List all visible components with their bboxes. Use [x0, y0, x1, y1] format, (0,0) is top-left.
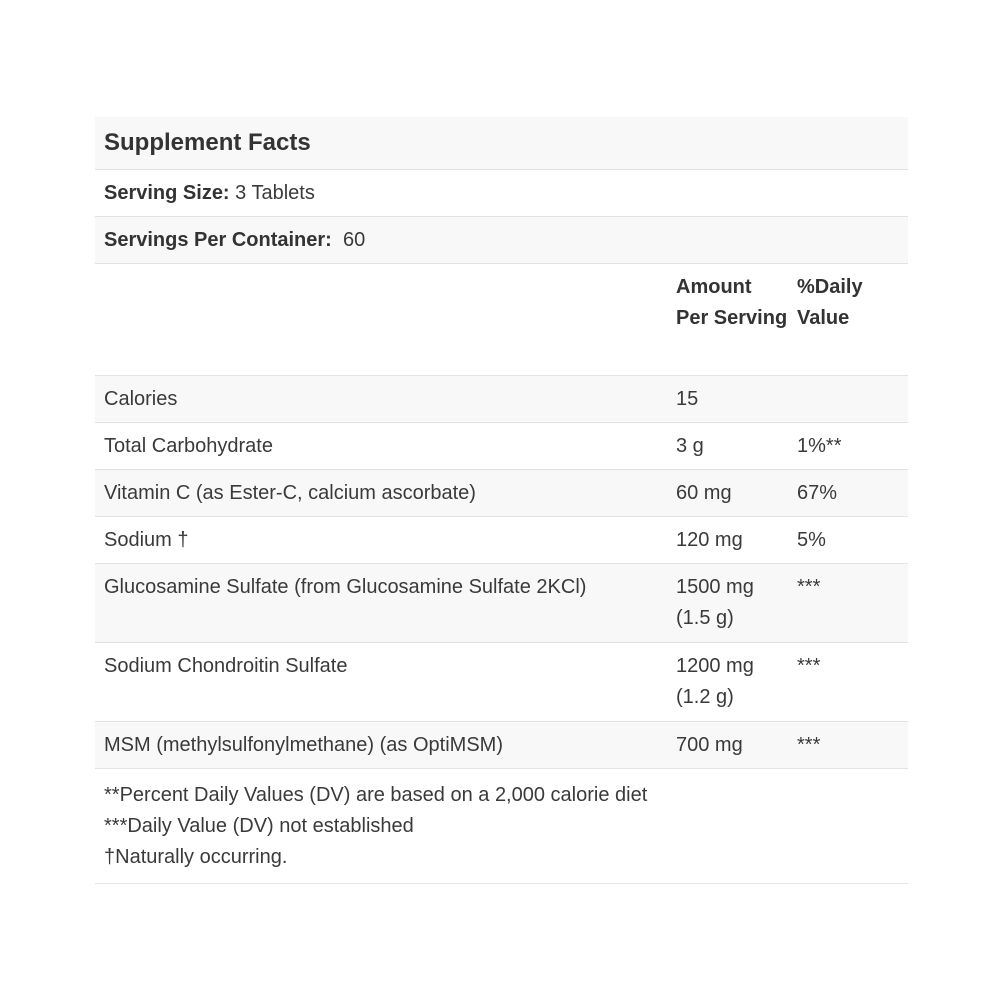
nutrient-amount: 1200 mg (1.2 g) [676, 655, 754, 708]
nutrient-dv: *** [797, 576, 821, 598]
nutrient-name: Glucosamine Sulfate (from Glucosamine Sulfate 2KCl) [104, 576, 587, 598]
nutrient-row [95, 722, 908, 769]
nutrient-name: Sodium Chondroitin Sulfate [104, 655, 348, 677]
footnotes [95, 769, 908, 884]
nutrient-amount: 15 [676, 388, 699, 410]
column-header-row [95, 264, 908, 376]
nutrient-name: Vitamin C (as Ester-C, calcium ascorbate) [104, 482, 476, 504]
nutrient-amount: 60 mg [676, 482, 732, 504]
servings-per-container-row [95, 217, 908, 264]
nutrient-row [95, 564, 908, 643]
nutrient-row [95, 517, 908, 564]
nutrient-dv: *** [797, 655, 821, 677]
nutrient-row [95, 376, 908, 423]
nutrient-amount: 3 g [676, 435, 704, 457]
nutrient-dv: 5% [797, 529, 826, 551]
nutrient-row [95, 423, 908, 470]
nutrient-dv: *** [797, 734, 821, 756]
nutrient-amount: 120 mg [676, 529, 743, 551]
nutrient-dv: 1%** [797, 435, 842, 457]
footnote: †Naturally occurring. [104, 846, 288, 868]
footnote: ***Daily Value (DV) not established [104, 815, 414, 837]
header-name-cell [95, 272, 667, 367]
servings-per-container-label: Servings Per Container: [104, 229, 332, 251]
serving-size-row [95, 170, 908, 217]
nutrient-name: Calories [104, 388, 178, 410]
nutrient-dv: 67% [797, 482, 838, 504]
nutrient-row [95, 470, 908, 517]
header-amount: Amount Per Serving [676, 276, 788, 329]
nutrient-name: Sodium † [104, 529, 189, 551]
nutrient-dv [788, 384, 908, 414]
facts-title: Supplement Facts [95, 117, 908, 170]
servings-per-container-value: 60 [342, 229, 366, 251]
nutrient-amount: 700 mg [676, 734, 743, 756]
nutrient-name: Total Carbohydrate [104, 435, 273, 457]
header-daily-value: %Daily Value [797, 276, 863, 329]
supplement-facts-table [95, 117, 908, 884]
nutrient-amount: 1500 mg (1.5 g) [676, 576, 754, 629]
serving-size-value: 3 Tablets [235, 182, 315, 204]
nutrient-name: MSM (methylsulfonylmethane) (as OptiMSM) [104, 734, 503, 756]
nutrient-row [95, 643, 908, 722]
footnote: **Percent Daily Values (DV) are based on a 2,000 calorie diet [104, 784, 648, 806]
serving-size-label: Serving Size: [104, 182, 230, 204]
